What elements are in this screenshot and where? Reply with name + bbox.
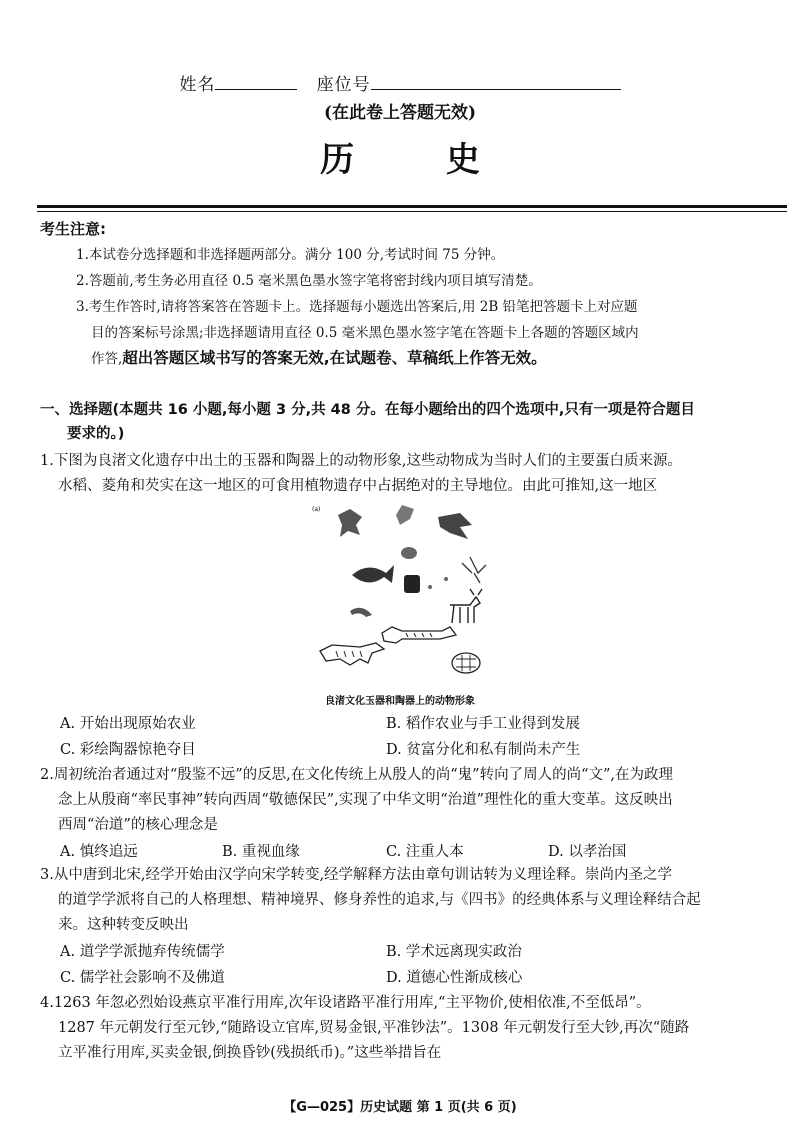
q2-option-b[interactable]: B. 重视血缘 (222, 844, 300, 860)
section-heading-line-2: 要求的。) (67, 426, 125, 442)
dot-icon (428, 585, 432, 589)
insect-icon (462, 557, 486, 583)
bird-head-icon (396, 505, 414, 525)
q1-stem-line-1: 1.下图为良渚文化遗存中出土的玉器和陶器上的动物形象,这些动物成为当时人们的主要蛋白质来源。 (40, 453, 682, 469)
notice-item-3-line-2: 目的答案标号涂黑;非选择题请用直径 0.5 毫米黑色墨水签字笔在答题卡上各题的答题区域内 (91, 325, 639, 341)
q1-option-a[interactable]: A. 开始出现原始农业 (60, 716, 196, 732)
dragon-icon (382, 627, 456, 643)
candidate-info-line (0, 70, 800, 95)
notice-heading: 考生注意: (40, 220, 106, 238)
invalid-notice: (在此卷上答题无效) (323, 103, 477, 123)
q3-option-d[interactable]: D. 道德心性渐成核心 (386, 970, 523, 986)
notice-item-2: 2.答题前,考生务必用直径 0.5 毫米黑色墨水签字笔将密封线内项目填写清楚。 (76, 273, 542, 289)
q3-stem-line-1: 3.从中唐到北宋,经学开始由汉学向宋学转变,经学解释方法由章句训诂转为义理诠释。崇尚内圣之学 (40, 867, 673, 883)
section-heading-line-1: 一、选择题(本题共 16 小题,每小题 3 分,共 48 分。在每小题给出的四个选项中,只有一项是符合题目 (40, 402, 695, 418)
liangzhu-animal-images (310, 503, 500, 681)
q4-stem-line-2: 1287 年元朝发行至元钞,“随路设立官库,贸易金银,平准钞法”。1308 年元朝发行至大钞,再次“随路 (58, 1020, 690, 1036)
q1-option-d[interactable]: D. 贫富分化和私有制尚未产生 (386, 742, 581, 758)
notice-item-3-line-1: 3.考生作答时,请将答案答在答题卡上。选择题每小题选出答案后,用 2B 铅笔把答题卡上对应题 (76, 299, 638, 315)
notice-item-3-line-3 (91, 345, 547, 372)
seat-label: 座位号 (316, 75, 371, 95)
seat-blank[interactable] (371, 73, 621, 90)
bird-jade-icon (338, 509, 362, 537)
q4-stem-line-3: 立平准行用库,买卖金银,倒换昏钞(残损纸币)。”这些举措旨在 (58, 1045, 442, 1061)
q1-figure (310, 503, 500, 681)
q2-stem-line-3: 西周“治道”的核心理念是 (58, 817, 218, 833)
q3-option-a[interactable]: A. 道学学派抛弃传统儒学 (60, 944, 225, 960)
dot-icon (444, 577, 448, 581)
q2-option-d[interactable]: D. 以孝治国 (548, 844, 627, 860)
q2-stem-line-1: 2.周初统治者通过对“殷鉴不远”的反思,在文化传统上从殷人的尚“鬼”转向了周人的尚“文”,在为政理 (40, 767, 674, 783)
q3-stem-line-3: 来。这种转变反映出 (58, 917, 189, 933)
fish-jade-icon (352, 565, 394, 583)
deer-icon (450, 589, 482, 623)
q1-option-c[interactable]: C. 彩绘陶器惊艳夺目 (60, 742, 196, 758)
notice-item-1: 1.本试卷分选择题和非选择题两部分。满分 100 分,考试时间 75 分钟。 (76, 247, 505, 263)
patterned-turtle-icon (452, 653, 480, 673)
q3-option-b[interactable]: B. 学术远离现实政治 (386, 944, 522, 960)
divider-thick (37, 205, 787, 208)
page-title: 历 史 (320, 140, 520, 180)
flying-bird-icon (438, 513, 472, 539)
notice-item-3-prefix: 作答, (91, 351, 123, 367)
shrimp-icon (350, 608, 372, 617)
cicada-jade-icon (404, 575, 420, 593)
divider-thin (37, 211, 787, 212)
turtle-jade-icon (401, 547, 417, 559)
q4-stem-line-1: 4.1263 年忽必烈始设燕京平准行用库,次年设诸路平准行用库,“主平物价,使相依准,不至低昂”。 (40, 995, 651, 1011)
crocodile-icon (320, 643, 384, 665)
name-label: 姓名 (179, 75, 216, 95)
q2-option-c[interactable]: C. 注重人本 (386, 844, 464, 860)
q3-stem-line-2: 的道学学派将自己的人格理想、精神境界、修身养性的追求,与《四书》的经典体系与义理诠释结合起 (58, 892, 701, 908)
q1-figure-caption: 良渚文化玉器和陶器上的动物形象 (325, 696, 475, 707)
q1-stem-line-2: 水稻、菱角和芡实在这一地区的可食用植物遗存中占据绝对的主导地位。由此可推知,这一地区 (58, 478, 658, 494)
q2-option-a[interactable]: A. 慎终追远 (60, 844, 138, 860)
q1-option-b[interactable]: B. 稻作农业与手工业得到发展 (386, 716, 580, 732)
q3-option-c[interactable]: C. 儒学社会影响不及佛道 (60, 970, 225, 986)
name-blank[interactable] (215, 73, 297, 90)
page-footer: 【G—025】历史试题 第 1 页(共 6 页) (283, 1100, 517, 1115)
q2-stem-line-2: 念上从殷商“率民事神”转向西周“敬德保民”,实现了中华文明“治道”理性化的重大变革。这反映出 (58, 792, 673, 808)
notice-item-3-emphasis: 超出答题区域书写的答案无效,在试题卷、草稿纸上作答无效。 (122, 349, 547, 367)
figure-tag: (a) (312, 506, 321, 513)
